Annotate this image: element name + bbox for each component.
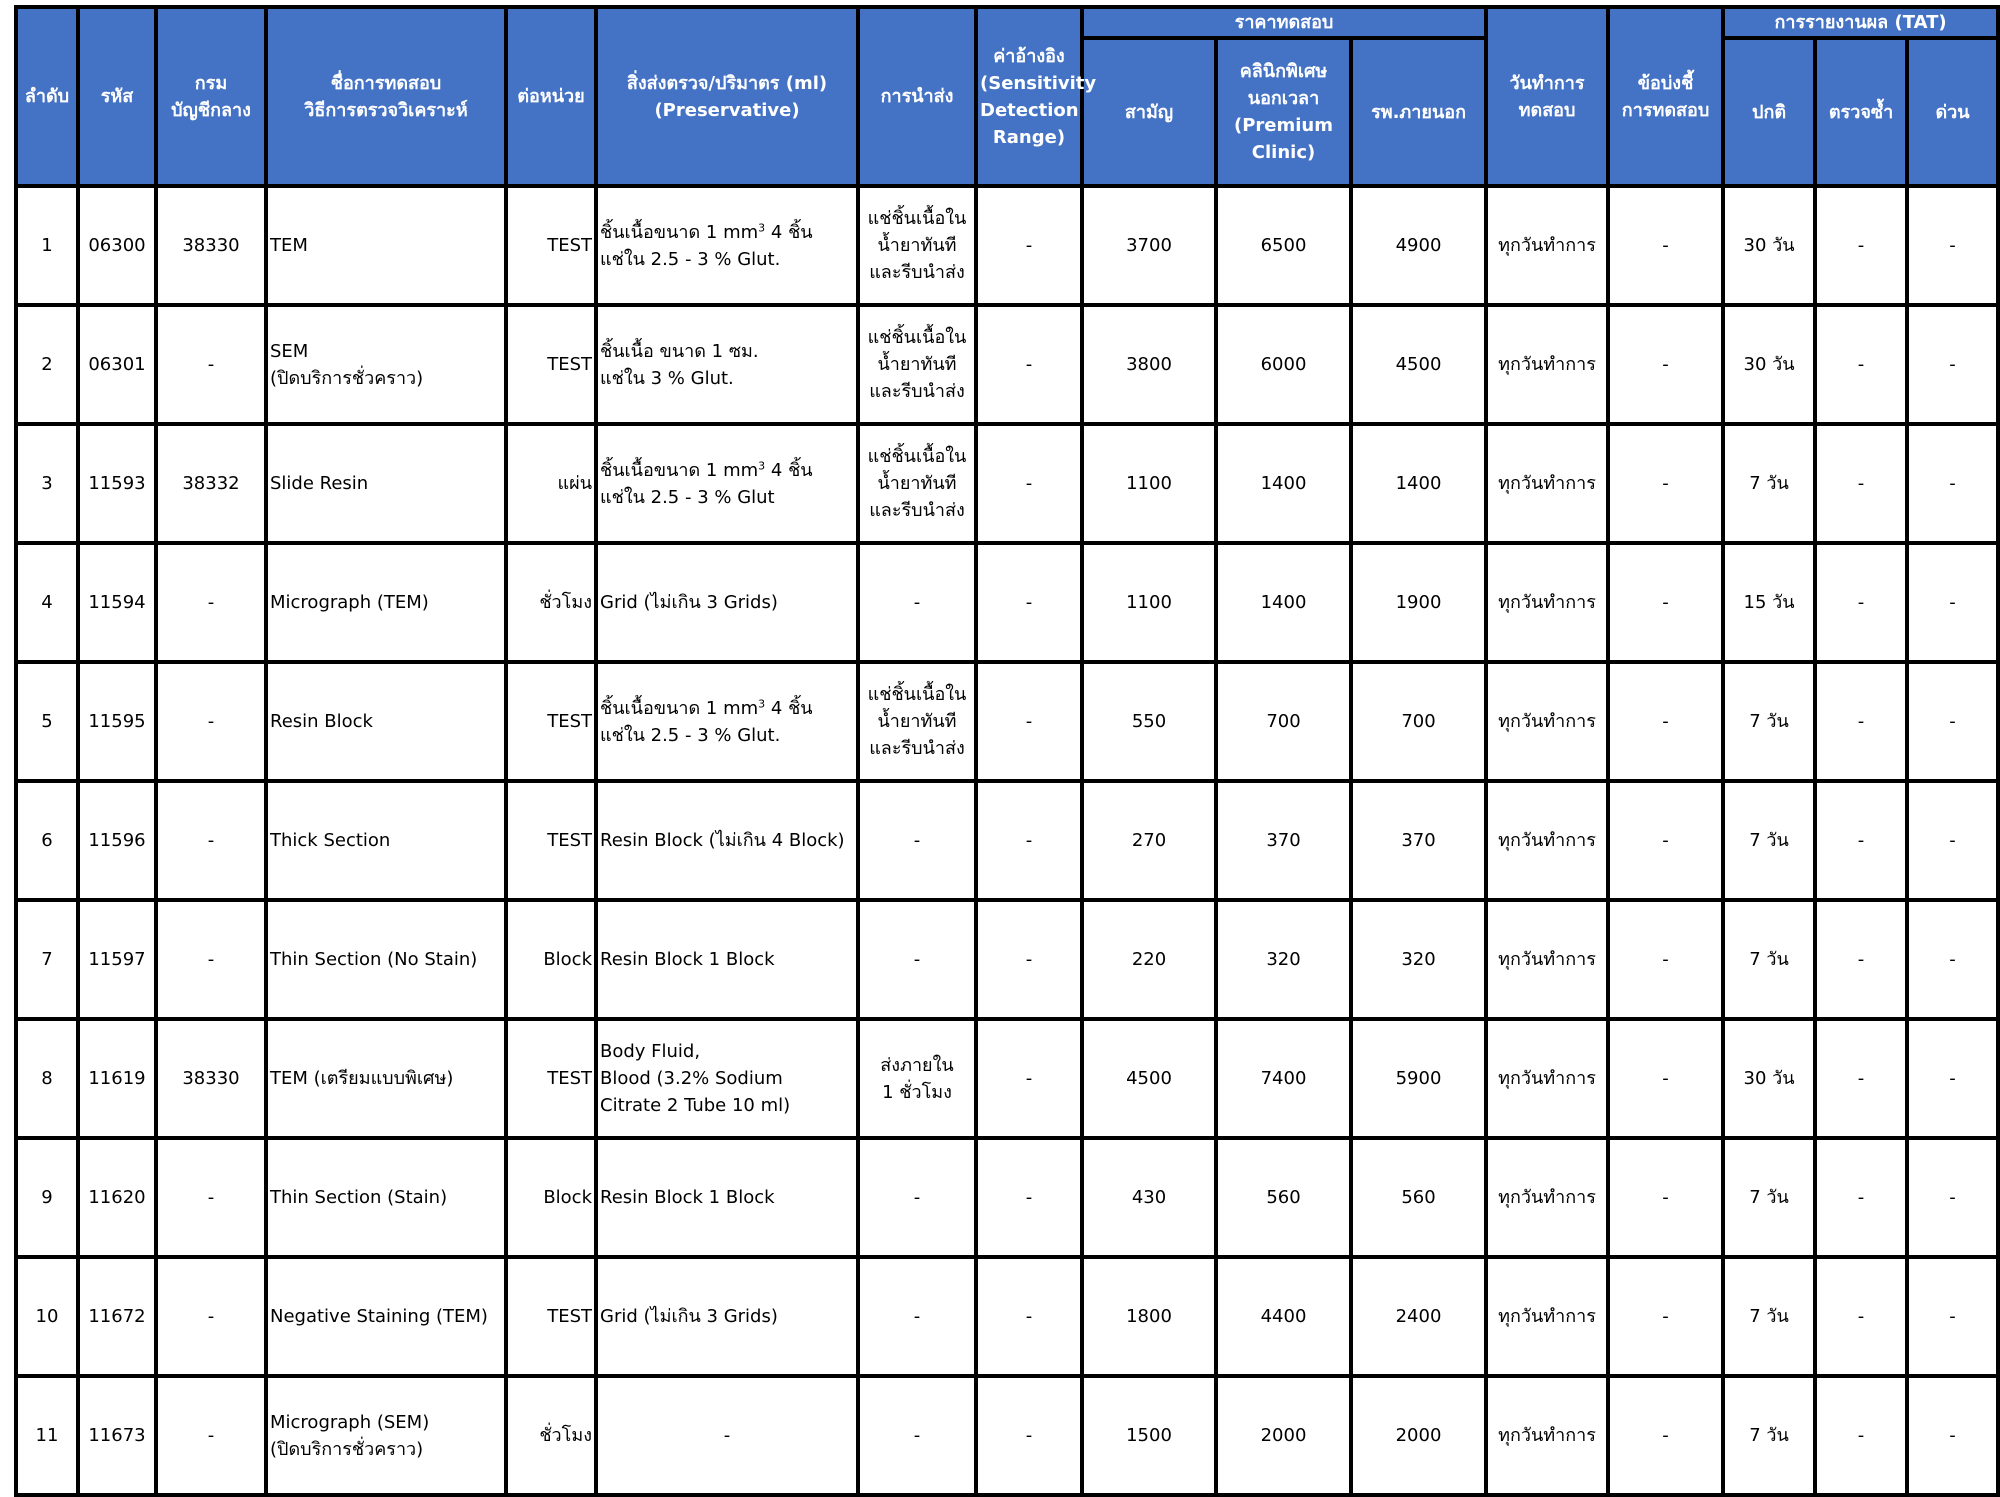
cell-cgd: 38330 [156, 1019, 266, 1138]
cell-test-name-line: Micrograph (TEM) [270, 592, 429, 613]
cell-test-name [266, 900, 506, 1019]
cell-test-name-line: (ปิดบริการชั่วคราว) [270, 1438, 424, 1460]
cell-transport [858, 305, 976, 424]
cell-no: 5 [16, 662, 78, 781]
cell-test-name [266, 305, 506, 424]
header-test-day-line: วันทำการ [1509, 72, 1585, 94]
table-row [16, 1257, 1998, 1376]
cell-reference: - [976, 424, 1082, 543]
cell-test-day: ทุกวันทำการ [1486, 1257, 1608, 1376]
cell-price-premium: 560 [1216, 1138, 1351, 1257]
cell-tat-normal: 7 วัน [1723, 900, 1815, 1019]
table-row [16, 1376, 1998, 1495]
header-tat-urgent: ด่วน [1907, 38, 1998, 186]
cell-test-day: ทุกวันทำการ [1486, 1138, 1608, 1257]
header-reference-line: Range) [992, 126, 1066, 148]
cell-tat-normal: 15 วัน [1723, 543, 1815, 662]
cell-specimen [596, 1257, 858, 1376]
cell-tat-urgent: - [1907, 662, 1998, 781]
cell-transport [858, 543, 976, 662]
cell-unit: แผ่น [506, 424, 596, 543]
cell-price-normal: 1100 [1082, 543, 1216, 662]
cell-specimen-text: แช่ใน 2.5 - 3 % Glut. [600, 248, 781, 270]
cell-test-day: ทุกวันทำการ [1486, 781, 1608, 900]
cell-tat-normal: 7 วัน [1723, 1376, 1815, 1495]
cell-price-external: 4500 [1351, 305, 1486, 424]
cell-specimen-text: 4 ชิ้น [765, 459, 813, 481]
cell-transport-line: และรีบนำส่ง [869, 738, 965, 759]
cell-specimen [596, 305, 858, 424]
cell-test-day: ทุกวันทำการ [1486, 1019, 1608, 1138]
header-reference-line: ค่าอ้างอิง [993, 45, 1065, 67]
cell-price-external: 4900 [1351, 186, 1486, 305]
cell-price-normal: 1800 [1082, 1257, 1216, 1376]
cell-specimen-superscript: 3 [758, 696, 766, 710]
cell-tat-normal: 7 วัน [1723, 1138, 1815, 1257]
cell-transport-line: น้ำยาทันที [877, 354, 957, 375]
header-tat-repeat: ตรวจซ้ำ [1815, 38, 1907, 186]
header-price-normal: สามัญ [1082, 38, 1216, 186]
cell-unit: TEST [506, 662, 596, 781]
cell-specimen-text: Resin Block (ไม่เกิน 4 Block) [600, 830, 845, 851]
cell-reference: - [976, 1257, 1082, 1376]
cell-specimen-superscript: 3 [758, 458, 766, 472]
cell-transport-line: - [913, 830, 921, 851]
cell-tat-normal: 7 วัน [1723, 781, 1815, 900]
cell-transport-line: ส่งภายใน [880, 1054, 954, 1076]
cell-tat-repeat: - [1815, 781, 1907, 900]
header-test-day-line: ทดสอบ [1518, 99, 1576, 121]
cell-tat-urgent: - [1907, 543, 1998, 662]
cell-price-normal: 220 [1082, 900, 1216, 1019]
table-row [16, 662, 1998, 781]
cell-price-external: 560 [1351, 1138, 1486, 1257]
cell-code: 06301 [78, 305, 156, 424]
cell-code: 11672 [78, 1257, 156, 1376]
table-body [16, 186, 1998, 1495]
cell-transport-line: - [913, 1187, 921, 1208]
cell-test-name-line: SEM [270, 340, 309, 362]
cell-specimen-text: แช่ใน 3 % Glut. [600, 367, 734, 389]
cell-tat-normal: 30 วัน [1723, 186, 1815, 305]
header-specimen-line: (Preservative) [654, 99, 800, 121]
cell-cgd: - [156, 1257, 266, 1376]
cell-transport-line: แช่ชิ้นเนื้อใน [867, 684, 967, 705]
cell-cgd: - [156, 781, 266, 900]
header-reference-line: (Sensitivity [980, 72, 1097, 94]
cell-transport [858, 1019, 976, 1138]
cell-test-name-line: Micrograph (SEM) [270, 1411, 430, 1433]
cell-transport [858, 1376, 976, 1495]
cell-specimen [596, 1138, 858, 1257]
cell-price-external: 370 [1351, 781, 1486, 900]
cell-transport-line: และรีบนำส่ง [869, 262, 965, 283]
cell-test-day: ทุกวันทำการ [1486, 900, 1608, 1019]
cell-tat-urgent: - [1907, 900, 1998, 1019]
cell-transport-line: แช่ชิ้นเนื้อใน [867, 208, 967, 229]
cell-indication: - [1608, 900, 1723, 1019]
cell-test-name [266, 186, 506, 305]
cell-transport-line: - [913, 1425, 921, 1446]
cell-test-name [266, 1257, 506, 1376]
cell-tat-repeat: - [1815, 305, 1907, 424]
cell-indication: - [1608, 186, 1723, 305]
cell-specimen [596, 543, 858, 662]
header-test-name-line: วิธีการตรวจวิเคราะห์ [304, 99, 468, 121]
cell-test-name [266, 1019, 506, 1138]
cell-code: 06300 [78, 186, 156, 305]
table-row [16, 424, 1998, 543]
cell-price-premium: 2000 [1216, 1376, 1351, 1495]
cell-tat-repeat: - [1815, 662, 1907, 781]
header-indication-line: การทดสอบ [1621, 99, 1710, 121]
cell-test-name [266, 543, 506, 662]
cell-code: 11620 [78, 1138, 156, 1257]
cell-cgd: 38332 [156, 424, 266, 543]
cell-price-premium: 6500 [1216, 186, 1351, 305]
header-cgd-line: กรม [194, 72, 228, 94]
cell-specimen-text: Resin Block 1 Block [600, 949, 775, 970]
cell-transport-line: - [913, 592, 921, 613]
cell-specimen-text: 4 ชิ้น [765, 697, 813, 719]
header-no: ลำดับ [16, 7, 78, 186]
cell-transport-line: - [913, 1306, 921, 1327]
header-tat-normal: ปกติ [1723, 38, 1815, 186]
table-row [16, 1019, 1998, 1138]
cell-price-premium: 4400 [1216, 1257, 1351, 1376]
header-price-premium [1216, 38, 1351, 186]
cell-transport [858, 186, 976, 305]
cell-price-normal: 550 [1082, 662, 1216, 781]
cell-no: 3 [16, 424, 78, 543]
cell-cgd: 38330 [156, 186, 266, 305]
cell-cgd: - [156, 900, 266, 1019]
cell-unit: ชั่วโมง [506, 1376, 596, 1495]
cell-specimen-text: Blood (3.2% Sodium [600, 1068, 783, 1089]
cell-no: 10 [16, 1257, 78, 1376]
cell-indication: - [1608, 1019, 1723, 1138]
cell-cgd: - [156, 662, 266, 781]
cell-specimen-text: แช่ใน 2.5 - 3 % Glut. [600, 724, 781, 746]
cell-transport-line: น้ำยาทันที [877, 711, 957, 732]
table-header [16, 7, 1998, 186]
header-transport: การนำส่ง [858, 7, 976, 186]
cell-transport-line: น้ำยาทันที [877, 235, 957, 256]
header-test-day [1486, 7, 1608, 186]
cell-tat-normal: 7 วัน [1723, 662, 1815, 781]
cell-specimen [596, 424, 858, 543]
test-price-table-container [14, 5, 1996, 1488]
cell-transport [858, 662, 976, 781]
cell-indication: - [1608, 1257, 1723, 1376]
cell-tat-normal: 7 วัน [1723, 424, 1815, 543]
cell-price-normal: 3800 [1082, 305, 1216, 424]
cell-price-normal: 1100 [1082, 424, 1216, 543]
cell-transport [858, 781, 976, 900]
cell-unit: TEST [506, 186, 596, 305]
cell-reference: - [976, 186, 1082, 305]
cell-tat-repeat: - [1815, 186, 1907, 305]
cell-specimen-text: - [723, 1425, 731, 1446]
cell-test-name [266, 662, 506, 781]
cell-transport [858, 1138, 976, 1257]
cell-price-normal: 4500 [1082, 1019, 1216, 1138]
cell-unit: TEST [506, 1257, 596, 1376]
cell-price-normal: 3700 [1082, 186, 1216, 305]
cell-specimen-text: Grid (ไม่เกิน 3 Grids) [600, 592, 778, 613]
table-row [16, 543, 1998, 662]
cell-transport-line: และรีบนำส่ง [869, 500, 965, 521]
cell-price-premium: 7400 [1216, 1019, 1351, 1138]
cell-test-name-line: TEM (เตรียมแบบพิเศษ) [270, 1068, 454, 1089]
cell-code: 11596 [78, 781, 156, 900]
cell-specimen-text: ชิ้นเนื้อ ขนาด 1 ซม. [600, 340, 759, 362]
header-code: รหัส [78, 7, 156, 186]
cell-unit: TEST [506, 1019, 596, 1138]
cell-code: 11595 [78, 662, 156, 781]
cell-no: 11 [16, 1376, 78, 1495]
cell-no: 2 [16, 305, 78, 424]
cell-cgd: - [156, 305, 266, 424]
cell-indication: - [1608, 305, 1723, 424]
cell-cgd: - [156, 1376, 266, 1495]
cell-test-name-line: Negative Staining (TEM) [270, 1306, 488, 1327]
header-unit: ต่อหน่วย [506, 7, 596, 186]
cell-transport [858, 1257, 976, 1376]
cell-tat-repeat: - [1815, 1376, 1907, 1495]
cell-specimen [596, 900, 858, 1019]
cell-test-day: ทุกวันทำการ [1486, 186, 1608, 305]
header-price-group: ราคาทดสอบ [1082, 7, 1486, 38]
header-indication-line: ข้อบ่งชี้ [1637, 72, 1694, 94]
table-row [16, 186, 1998, 305]
cell-price-external: 2000 [1351, 1376, 1486, 1495]
cell-transport-line: แช่ชิ้นเนื้อใน [867, 446, 967, 467]
cell-code: 11673 [78, 1376, 156, 1495]
cell-transport [858, 900, 976, 1019]
cell-unit: TEST [506, 781, 596, 900]
cell-reference: - [976, 1138, 1082, 1257]
header-price-premium-line: (Premium [1234, 115, 1333, 136]
cell-specimen [596, 662, 858, 781]
cell-test-day: ทุกวันทำการ [1486, 305, 1608, 424]
test-price-table [14, 5, 2000, 1497]
cell-specimen-text: ชิ้นเนื้อขนาด 1 mm [600, 459, 759, 481]
header-specimen-line: สิ่งส่งตรวจ/ปริมาตร (ml) [626, 72, 828, 94]
header-price-external: รพ.ภายนอก [1351, 38, 1486, 186]
cell-test-name [266, 1138, 506, 1257]
cell-transport-line: แช่ชิ้นเนื้อใน [867, 327, 967, 348]
cell-test-day: ทุกวันทำการ [1486, 1376, 1608, 1495]
cell-transport-line: น้ำยาทันที [877, 473, 957, 494]
cell-tat-repeat: - [1815, 1019, 1907, 1138]
header-tat-group: การรายงานผล (TAT) [1723, 7, 1998, 38]
cell-reference: - [976, 543, 1082, 662]
cell-test-name-line: Thin Section (Stain) [270, 1187, 448, 1208]
cell-test-name-line: Slide Resin [270, 473, 369, 494]
cell-specimen-text: แช่ใน 2.5 - 3 % Glut [600, 486, 775, 508]
cell-price-premium: 320 [1216, 900, 1351, 1019]
cell-unit: TEST [506, 305, 596, 424]
header-test-name-line: ชื่อการทดสอบ [330, 72, 442, 94]
header-specimen [596, 7, 858, 186]
cell-tat-urgent: - [1907, 424, 1998, 543]
table-row [16, 781, 1998, 900]
cell-tat-repeat: - [1815, 900, 1907, 1019]
header-cgd [156, 7, 266, 186]
cell-unit: Block [506, 1138, 596, 1257]
cell-tat-repeat: - [1815, 543, 1907, 662]
cell-price-premium: 6000 [1216, 305, 1351, 424]
cell-price-external: 5900 [1351, 1019, 1486, 1138]
cell-code: 11593 [78, 424, 156, 543]
table-row [16, 305, 1998, 424]
cell-indication: - [1608, 1376, 1723, 1495]
header-price-premium-line: นอกเวลา [1247, 88, 1320, 109]
header-price-premium-line: คลินิกพิเศษ [1239, 61, 1328, 82]
cell-test-name-line: Resin Block [270, 711, 373, 732]
cell-transport-line: และรีบนำส่ง [869, 381, 965, 402]
cell-specimen-text: ชิ้นเนื้อขนาด 1 mm [600, 221, 759, 243]
cell-tat-repeat: - [1815, 424, 1907, 543]
cell-no: 8 [16, 1019, 78, 1138]
cell-price-external: 320 [1351, 900, 1486, 1019]
cell-price-premium: 700 [1216, 662, 1351, 781]
cell-cgd: - [156, 1138, 266, 1257]
header-price-premium-line: Clinic) [1251, 142, 1316, 163]
cell-code: 11619 [78, 1019, 156, 1138]
cell-specimen-text: 4 ชิ้น [765, 221, 813, 243]
cell-tat-normal: 30 วัน [1723, 305, 1815, 424]
cell-no: 4 [16, 543, 78, 662]
header-cgd-line: บัญชีกลาง [171, 99, 251, 121]
cell-specimen [596, 1376, 858, 1495]
header-indication [1608, 7, 1723, 186]
cell-tat-urgent: - [1907, 1257, 1998, 1376]
cell-test-name-line: Thin Section (No Stain) [270, 949, 478, 970]
cell-price-external: 1400 [1351, 424, 1486, 543]
cell-test-day: ทุกวันทำการ [1486, 424, 1608, 543]
cell-indication: - [1608, 543, 1723, 662]
cell-transport-line: - [913, 949, 921, 970]
cell-code: 11597 [78, 900, 156, 1019]
cell-no: 1 [16, 186, 78, 305]
cell-cgd: - [156, 543, 266, 662]
cell-price-premium: 1400 [1216, 543, 1351, 662]
cell-tat-urgent: - [1907, 1376, 1998, 1495]
cell-reference: - [976, 305, 1082, 424]
cell-tat-urgent: - [1907, 781, 1998, 900]
cell-reference: - [976, 1376, 1082, 1495]
cell-test-name [266, 424, 506, 543]
cell-no: 9 [16, 1138, 78, 1257]
cell-specimen [596, 781, 858, 900]
cell-reference: - [976, 662, 1082, 781]
cell-tat-repeat: - [1815, 1138, 1907, 1257]
table-row [16, 1138, 1998, 1257]
cell-test-name [266, 781, 506, 900]
cell-indication: - [1608, 781, 1723, 900]
cell-unit: ชั่วโมง [506, 543, 596, 662]
cell-price-normal: 270 [1082, 781, 1216, 900]
cell-unit: Block [506, 900, 596, 1019]
cell-tat-urgent: - [1907, 305, 1998, 424]
cell-specimen-text: Body Fluid, [600, 1041, 701, 1062]
cell-price-normal: 430 [1082, 1138, 1216, 1257]
cell-specimen-text: ชิ้นเนื้อขนาด 1 mm [600, 697, 759, 719]
cell-specimen-superscript: 3 [758, 220, 766, 234]
cell-price-external: 1900 [1351, 543, 1486, 662]
cell-price-external: 700 [1351, 662, 1486, 781]
cell-price-premium: 1400 [1216, 424, 1351, 543]
cell-tat-urgent: - [1907, 1138, 1998, 1257]
cell-test-name-line: TEM [270, 235, 308, 256]
header-reference [976, 7, 1097, 186]
cell-price-normal: 1500 [1082, 1376, 1216, 1495]
cell-tat-normal: 30 วัน [1723, 1019, 1815, 1138]
cell-test-name-line: (ปิดบริการชั่วคราว) [270, 367, 424, 389]
cell-tat-urgent: - [1907, 186, 1998, 305]
cell-code: 11594 [78, 543, 156, 662]
cell-specimen [596, 186, 858, 305]
cell-tat-repeat: - [1815, 1257, 1907, 1376]
cell-test-day: ทุกวันทำการ [1486, 662, 1608, 781]
cell-indication: - [1608, 1138, 1723, 1257]
cell-price-premium: 370 [1216, 781, 1351, 900]
cell-reference: - [976, 900, 1082, 1019]
cell-specimen [596, 1019, 858, 1138]
header-reference-line: Detection [980, 99, 1079, 121]
cell-transport [858, 424, 976, 543]
cell-price-external: 2400 [1351, 1257, 1486, 1376]
cell-no: 6 [16, 781, 78, 900]
cell-test-name-line: Thick Section [270, 830, 391, 851]
cell-test-day: ทุกวันทำการ [1486, 543, 1608, 662]
cell-no: 7 [16, 900, 78, 1019]
cell-tat-urgent: - [1907, 1019, 1998, 1138]
cell-reference: - [976, 781, 1082, 900]
cell-transport-line: 1 ชั่วโมง [882, 1081, 952, 1103]
cell-indication: - [1608, 424, 1723, 543]
cell-test-name [266, 1376, 506, 1495]
header-test-name [266, 7, 506, 186]
cell-specimen-text: Grid (ไม่เกิน 3 Grids) [600, 1306, 778, 1327]
cell-specimen-text: Resin Block 1 Block [600, 1187, 775, 1208]
cell-specimen-text: Citrate 2 Tube 10 ml) [600, 1095, 791, 1116]
table-row [16, 900, 1998, 1019]
cell-reference: - [976, 1019, 1082, 1138]
cell-tat-normal: 7 วัน [1723, 1257, 1815, 1376]
cell-indication: - [1608, 662, 1723, 781]
